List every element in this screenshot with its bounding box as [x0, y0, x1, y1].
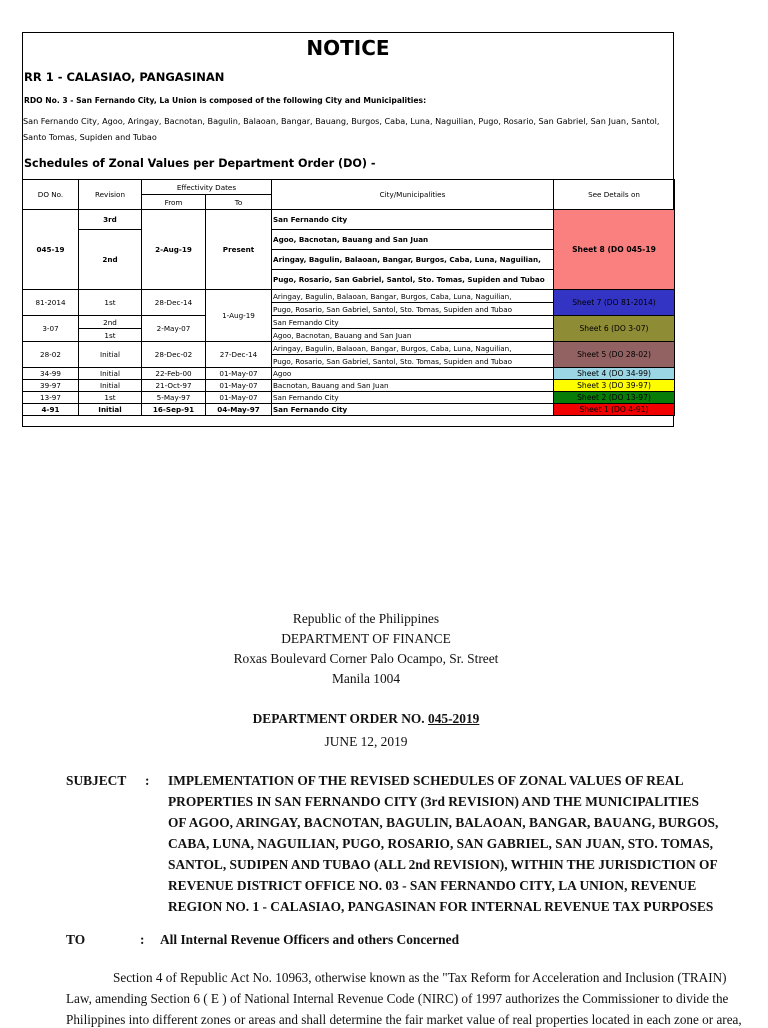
- revision-cell: 2nd: [79, 316, 142, 329]
- see-details-sheet4[interactable]: Sheet 4 (DO 34-99): [554, 368, 675, 380]
- subject-line: SANTOL, SUDIPEN AND TUBAO (ALL 2nd REVISION), WITHIN THE JURISDICTION OF: [168, 857, 718, 872]
- to-label: TO: [66, 932, 86, 947]
- from-cell: 16-Sep-91: [142, 404, 206, 416]
- do-number: 045-2019: [428, 711, 480, 726]
- see-details-sheet7[interactable]: Sheet 7 (DO 81-2014): [554, 290, 675, 316]
- from-cell: 21-Oct-97: [142, 380, 206, 392]
- to-colon: :: [140, 932, 145, 947]
- header-do-no: DO No.: [23, 180, 79, 210]
- revision-cell: Initial: [79, 404, 142, 416]
- from-cell: 5-May-97: [142, 392, 206, 404]
- header-revision: Revision: [79, 180, 142, 210]
- cities-list: San Fernando City, Agoo, Aringay, Bacnotan, Bagulin, Balaoan, Bangar, Bauang, Burgos, Caba, Luna, Naguilian, Pugo, Rosario, San Gabriel, San Juan, Santol, Santo Tomas, Supiden and Tubao: [23, 116, 660, 142]
- from-cell: 2-Aug-19: [142, 210, 206, 290]
- body-paragraph-line: Law, amending Section 6 ( E ) of National Internal Revenue Code (NIRC) of 1997 authorizes the Commissioner to divide the: [66, 991, 729, 1006]
- header-republic: Republic of the Philippines: [292, 611, 440, 626]
- do-no-cell: 13-97: [23, 392, 79, 404]
- revenue-region: RR 1 - CALASIAO, PANGASINAN: [24, 70, 225, 84]
- subject-line: IMPLEMENTATION OF THE REVISED SCHEDULES OF ZONAL VALUES OF REAL: [168, 773, 684, 788]
- city-cell: Aringay, Bagulin, Balaoan, Bangar, Burgos, Caba, Luna, Naguilian,: [272, 250, 554, 270]
- city-cell: Agoo: [272, 368, 554, 380]
- revision-cell: Initial: [79, 368, 142, 380]
- city-cell: Aringay, Bagulin, Balaoan, Bangar, Burgos, Caba, Luna, Naguilian,: [272, 342, 554, 355]
- subject-line: REGION NO. 1 - CALASIAO, PANGASINAN FOR INTERNAL REVENUE TAX PURPOSES: [168, 899, 714, 914]
- from-cell: 22-Feb-00: [142, 368, 206, 380]
- do-no-cell: 4-91: [23, 404, 79, 416]
- city-cell: San Fernando City: [272, 404, 554, 416]
- header-from: From: [142, 195, 206, 210]
- revision-cell: Initial: [79, 342, 142, 368]
- revision-cell: 1st: [79, 392, 142, 404]
- see-details-sheet8[interactable]: Sheet 8 (DO 045-19: [554, 210, 675, 290]
- see-details-sheet5[interactable]: Sheet 5 (DO 28-02): [554, 342, 675, 368]
- header-see: See Details on: [554, 180, 675, 210]
- do-label: DEPARTMENT ORDER NO.: [252, 711, 425, 726]
- city-cell: Agoo, Bacnotan, Bauang and San Juan: [272, 329, 554, 342]
- rdo-description: RDO No. 3 - San Fernando City, La Union is composed of the following City and Municipalities:: [24, 96, 427, 105]
- city-cell: Pugo, Rosario, San Gabriel, Santol, Sto. Tomas, Supiden and Tubao: [272, 303, 554, 316]
- to-cell: 1-Aug-19: [206, 290, 272, 342]
- from-cell: 28-Dec-02: [142, 342, 206, 368]
- do-no-cell: 28-02: [23, 342, 79, 368]
- revision-cell: 2nd: [79, 230, 142, 290]
- to-cell: Present: [206, 210, 272, 290]
- city-cell: Aringay, Bagulin, Balaoan, Bangar, Burgos, Caba, Luna, Naguilian,: [272, 290, 554, 303]
- header-effectivity: Effectivity Dates: [142, 180, 272, 195]
- to-cell: 04-May-97: [206, 404, 272, 416]
- to-cell: 27-Dec-14: [206, 342, 272, 368]
- city-cell: San Fernando City: [272, 210, 554, 230]
- header-department: DEPARTMENT OF FINANCE: [281, 631, 451, 646]
- to-cell: 01-May-07: [206, 392, 272, 404]
- do-no-cell: 39-97: [23, 380, 79, 392]
- city-cell: Pugo, Rosario, San Gabriel, Santol, Sto. Tomas, Supiden and Tubao: [272, 355, 554, 368]
- see-details-sheet1[interactable]: Sheet 1 (DO 4-91): [554, 404, 675, 416]
- revision-cell: 1st: [79, 290, 142, 316]
- order-date: JUNE 12, 2019: [324, 734, 408, 749]
- city-cell: San Fernando City: [272, 392, 554, 404]
- revision-cell: 1st: [79, 329, 142, 342]
- notice-title: NOTICE: [306, 36, 390, 60]
- subject-line: REVENUE DISTRICT OFFICE NO. 03 - SAN FERNANDO CITY, LA UNION, REVENUE: [168, 878, 697, 893]
- to-recipients: All Internal Revenue Officers and others Concerned: [160, 932, 460, 947]
- see-details-sheet6[interactable]: Sheet 6 (DO 3-07): [554, 316, 675, 342]
- city-cell: Agoo, Bacnotan, Bauang and San Juan: [272, 230, 554, 250]
- header-city: Manila 1004: [331, 671, 401, 686]
- body-paragraph-line: Philippines into different zones or areas and shall determine the fair market value of real properties located in each zone or area,: [66, 1012, 742, 1027]
- subject-line: CABA, LUNA, NAGUILIAN, PUGO, ROSARIO, SAN GABRIEL, SAN JUAN, STO. TOMAS,: [168, 836, 714, 851]
- to-cell: 01-May-07: [206, 380, 272, 392]
- subject-line: PROPERTIES IN SAN FERNANDO CITY (3rd REVISION) AND THE MUNICIPALITIES: [168, 794, 699, 809]
- from-cell: 28-Dec-14: [142, 290, 206, 316]
- city-cell: San Fernando City: [272, 316, 554, 329]
- header-address: Roxas Boulevard Corner Palo Ocampo, Sr. Street: [233, 651, 499, 666]
- revision-cell: Initial: [79, 380, 142, 392]
- city-cell: Bacnotan, Bauang and San Juan: [272, 380, 554, 392]
- revision-cell: 3rd: [79, 210, 142, 230]
- do-no-cell: 3-07: [23, 316, 79, 342]
- schedules-title: Schedules of Zonal Values per Department Order (DO) -: [24, 157, 376, 170]
- do-no-cell: 34-99: [23, 368, 79, 380]
- subject-colon: :: [145, 773, 150, 788]
- see-details-sheet2[interactable]: Sheet 2 (DO 13-97): [554, 392, 675, 404]
- header-city: City/Municipalities: [272, 180, 554, 210]
- to-cell: 01-May-07: [206, 368, 272, 380]
- body-paragraph-line: Section 4 of Republic Act No. 10963, otherwise known as the "Tax Reform for Acceleration and Inclusion (TRAIN): [113, 970, 727, 985]
- from-cell: 2-May-07: [142, 316, 206, 342]
- see-details-sheet3[interactable]: Sheet 3 (DO 39-97): [554, 380, 675, 392]
- subject-label: SUBJECT: [66, 773, 127, 788]
- do-no-cell: 81-2014: [23, 290, 79, 316]
- city-cell: Pugo, Rosario, San Gabriel, Santol, Sto. Tomas, Supiden and Tubao: [272, 270, 554, 290]
- department-order-number: [170, 711, 562, 727]
- subject-line: OF AGOO, ARINGAY, BACNOTAN, BAGULIN, BALAOAN, BANGAR, BAUANG, BURGOS,: [168, 815, 719, 830]
- header-to: To: [206, 195, 272, 210]
- do-no-cell: 045-19: [23, 210, 79, 290]
